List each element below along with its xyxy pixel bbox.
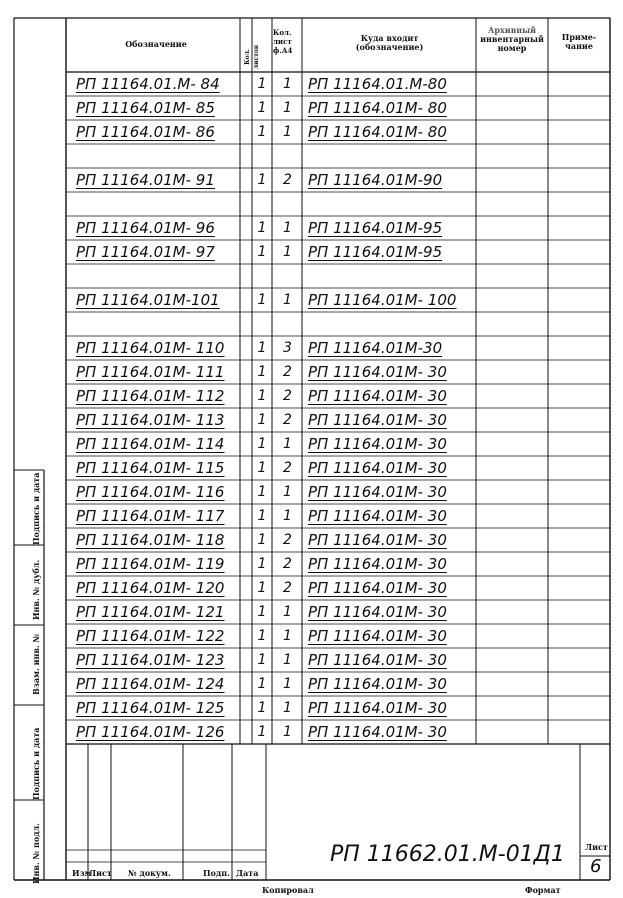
title-sheet-number: 6 bbox=[590, 856, 602, 877]
row-designation: РП 11164.01М- 119 bbox=[76, 555, 225, 573]
row-designation: РП 11164.01М- 114 bbox=[76, 435, 225, 453]
header-designation: Обозначение bbox=[125, 39, 187, 49]
header-archive-line3: номер bbox=[497, 43, 527, 53]
row-where-used: РП 11164.01М- 30 bbox=[308, 435, 447, 453]
side-label-sign-date-upper: Подпись и дата bbox=[31, 472, 41, 545]
row-designation: РП 11164.01М- 121 bbox=[76, 603, 225, 621]
header-sheet-count: Кол. листов bbox=[244, 44, 260, 70]
header-note-line1: Приме- bbox=[561, 32, 597, 42]
row-designation: РП 11164.01М- 116 bbox=[76, 483, 225, 501]
row-where-used: РП 11164.01М- 80 bbox=[308, 123, 447, 141]
title-izm: Изм bbox=[72, 868, 92, 878]
row-sheet-count: 1 bbox=[257, 412, 267, 428]
row-designation: РП 11164.01М- 91 bbox=[76, 171, 215, 189]
row-designation: РП 11164.01.М- 84 bbox=[76, 75, 220, 93]
row-designation: РП 11164.01М- 125 bbox=[76, 699, 225, 717]
row-where-used: РП 11164.01М- 30 bbox=[308, 675, 447, 693]
row-a4-count: 1 bbox=[283, 436, 292, 452]
title-sign: Подп. bbox=[203, 868, 230, 878]
row-designation: РП 11164.01М- 123 bbox=[76, 651, 225, 669]
row-where-used: РП 11164.01М- 30 bbox=[308, 363, 447, 381]
row-designation: РП 11164.01М- 122 bbox=[76, 627, 225, 645]
row-sheet-count: 1 bbox=[257, 652, 267, 668]
side-label-dup-inv: Инв. № дубл. bbox=[31, 559, 41, 620]
row-sheet-count: 1 bbox=[257, 676, 267, 692]
title-doc-no: № докум. bbox=[128, 868, 171, 878]
row-sheet-count: 1 bbox=[257, 172, 267, 188]
row-sheet-count: 1 bbox=[257, 364, 267, 380]
header-note bbox=[548, 33, 610, 51]
row-sheet-count: 1 bbox=[257, 244, 267, 260]
row-sheet-count: 1 bbox=[257, 292, 267, 308]
row-designation: РП 11164.01М- 86 bbox=[76, 123, 215, 141]
row-a4-count: 1 bbox=[283, 676, 292, 692]
header-archive bbox=[476, 26, 548, 53]
row-where-used: РП 11164.01.М-80 bbox=[308, 75, 447, 93]
side-label-sign-date-lower: Подпись и дата bbox=[31, 727, 41, 800]
row-sheet-count: 1 bbox=[257, 580, 267, 596]
row-where-used: РП 11164.01М- 30 bbox=[308, 459, 447, 477]
row-designation: РП 11164.01М- 96 bbox=[76, 219, 215, 237]
row-a4-count: 1 bbox=[283, 508, 292, 524]
row-a4-count: 1 bbox=[283, 100, 292, 116]
row-where-used: РП 11164.01М- 30 bbox=[308, 627, 447, 645]
row-sheet-count: 1 bbox=[257, 388, 267, 404]
row-sheet-count: 1 bbox=[257, 220, 267, 236]
header-where-used-line2: (обозначение) bbox=[355, 42, 424, 52]
row-where-used: РП 11164.01М- 100 bbox=[308, 291, 457, 309]
row-a4-count: 2 bbox=[283, 580, 292, 596]
header-note-line2: чание bbox=[565, 41, 593, 51]
row-where-used: РП 11164.01М- 30 bbox=[308, 483, 447, 501]
row-where-used: РП 11164.01М- 30 bbox=[308, 531, 447, 549]
footer-copied: Копировал bbox=[262, 885, 314, 895]
row-designation: РП 11164.01М- 111 bbox=[76, 363, 225, 381]
row-designation: РП 11164.01М- 120 bbox=[76, 579, 225, 597]
header-where-used bbox=[303, 34, 476, 52]
row-designation: РП 11164.01М- 85 bbox=[76, 99, 215, 117]
row-where-used: РП 11164.01М- 30 bbox=[308, 603, 447, 621]
row-sheet-count: 1 bbox=[257, 460, 267, 476]
row-a4-count: 1 bbox=[283, 652, 292, 668]
header-a4-count: Кол. лист ф.А4 bbox=[273, 28, 293, 55]
row-sheet-count: 1 bbox=[257, 508, 267, 524]
row-a4-count: 1 bbox=[283, 124, 292, 140]
row-sheet-count: 1 bbox=[257, 100, 267, 116]
row-a4-count: 1 bbox=[283, 76, 292, 92]
row-sheet-count: 1 bbox=[257, 532, 267, 548]
row-designation: РП 11164.01М- 117 bbox=[76, 507, 225, 525]
row-sheet-count: 1 bbox=[257, 76, 267, 92]
row-where-used: РП 11164.01М- 80 bbox=[308, 99, 447, 117]
footer-format: Формат bbox=[525, 885, 561, 895]
row-where-used: РП 11164.01М- 30 bbox=[308, 579, 447, 597]
row-a4-count: 1 bbox=[283, 724, 292, 740]
side-label-inv-orig: Инв. № подл. bbox=[31, 823, 41, 884]
row-designation: РП 11164.01М- 124 bbox=[76, 675, 225, 693]
row-a4-count: 2 bbox=[283, 412, 292, 428]
row-sheet-count: 1 bbox=[257, 124, 267, 140]
row-where-used: РП 11164.01М- 30 bbox=[308, 699, 447, 717]
row-sheet-count: 1 bbox=[257, 724, 267, 740]
row-a4-count: 1 bbox=[283, 292, 292, 308]
row-designation: РП 11164.01М- 126 bbox=[76, 723, 225, 741]
row-where-used: РП 11164.01М-30 bbox=[308, 339, 443, 357]
header-archive-line1: Архивный bbox=[487, 25, 537, 35]
row-designation: РП 11164.01М- 118 bbox=[76, 531, 225, 549]
row-sheet-count: 1 bbox=[257, 604, 267, 620]
document-number: РП 11662.01.М-01Д1 bbox=[330, 842, 565, 867]
row-designation: РП 11164.01М- 115 bbox=[76, 459, 225, 477]
row-designation: РП 11164.01М-101 bbox=[76, 291, 220, 309]
row-where-used: РП 11164.01М-95 bbox=[308, 219, 443, 237]
row-designation: РП 11164.01М- 110 bbox=[76, 339, 225, 357]
row-a4-count: 1 bbox=[283, 628, 292, 644]
row-where-used: РП 11164.01М- 30 bbox=[308, 411, 447, 429]
row-designation: РП 11164.01М- 112 bbox=[76, 387, 225, 405]
row-where-used: РП 11164.01М-95 bbox=[308, 243, 443, 261]
row-a4-count: 2 bbox=[283, 532, 292, 548]
row-a4-count: 3 bbox=[283, 340, 292, 356]
title-sheet-label: Лист bbox=[585, 842, 608, 852]
row-where-used: РП 11164.01М-90 bbox=[308, 171, 443, 189]
row-where-used: РП 11164.01М- 30 bbox=[308, 723, 447, 741]
side-label-replace-inv: Взам. инв. № bbox=[31, 633, 41, 695]
header-archive-line2: инвентарный bbox=[480, 34, 544, 44]
row-a4-count: 1 bbox=[283, 220, 292, 236]
row-a4-count: 1 bbox=[283, 604, 292, 620]
header-where-used-line1: Куда входит bbox=[360, 33, 419, 43]
row-where-used: РП 11164.01М- 30 bbox=[308, 555, 447, 573]
row-a4-count: 2 bbox=[283, 556, 292, 572]
row-where-used: РП 11164.01М- 30 bbox=[308, 387, 447, 405]
row-a4-count: 1 bbox=[283, 484, 292, 500]
row-designation: РП 11164.01М- 97 bbox=[76, 243, 215, 261]
row-a4-count: 1 bbox=[283, 700, 292, 716]
row-designation: РП 11164.01М- 113 bbox=[76, 411, 225, 429]
row-sheet-count: 1 bbox=[257, 628, 267, 644]
row-a4-count: 2 bbox=[283, 172, 292, 188]
row-a4-count: 2 bbox=[283, 388, 292, 404]
title-date: Дата bbox=[236, 868, 259, 878]
row-where-used: РП 11164.01М- 30 bbox=[308, 651, 447, 669]
row-sheet-count: 1 bbox=[257, 484, 267, 500]
row-sheet-count: 1 bbox=[257, 340, 267, 356]
row-a4-count: 2 bbox=[283, 364, 292, 380]
title-list: Лист bbox=[89, 868, 112, 878]
row-sheet-count: 1 bbox=[257, 700, 267, 716]
row-where-used: РП 11164.01М- 30 bbox=[308, 507, 447, 525]
row-a4-count: 1 bbox=[283, 244, 292, 260]
row-a4-count: 2 bbox=[283, 460, 292, 476]
row-sheet-count: 1 bbox=[257, 556, 267, 572]
row-sheet-count: 1 bbox=[257, 436, 267, 452]
